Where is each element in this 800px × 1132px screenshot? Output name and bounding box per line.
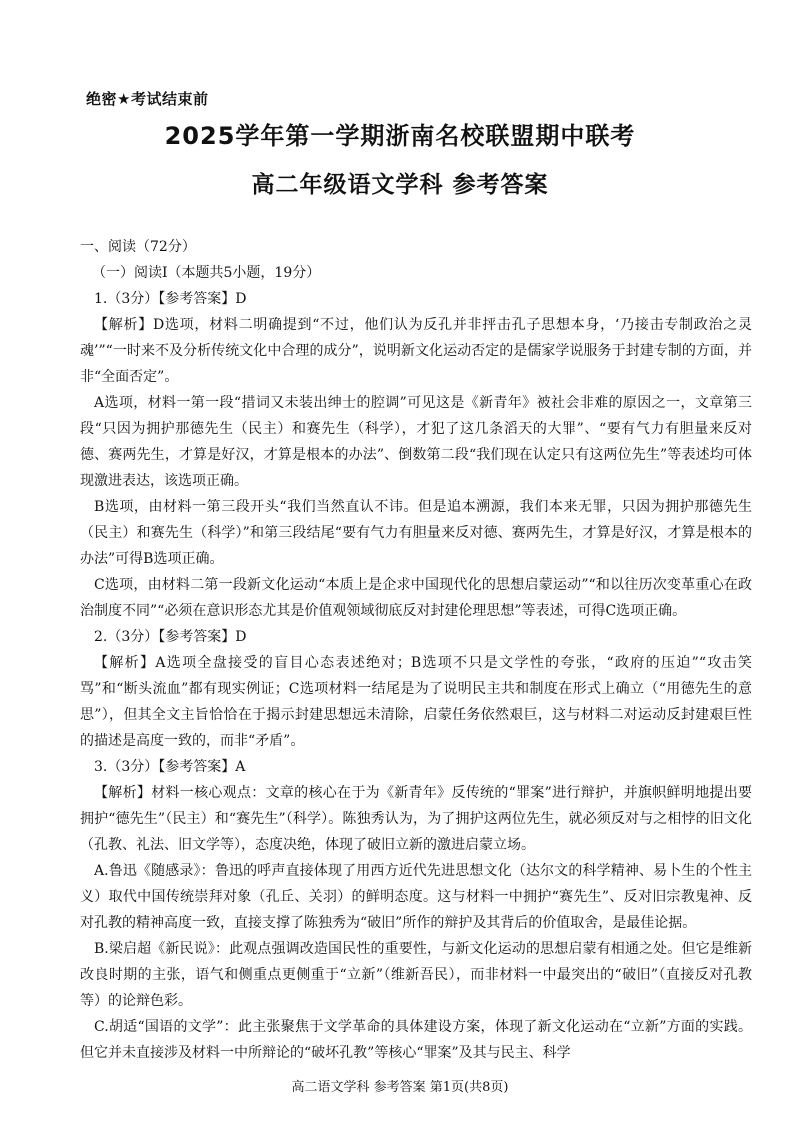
confidential-label: 绝密★考试结束前 [86, 90, 209, 108]
question-answer-3: 3.（3分）【参考答案】A [94, 759, 246, 775]
analysis-paragraph: B选项，由材料一第三段开头“我们当然直认不讳。但是追本溯源，我们本来无罪，只因为拥护那德先生（民主）和赛先生（科学）”和第三段结尾“要有气力有胆量来反对德、赛两先生，才算是好汉，才算是根本的办法”可得B选项正确。 [80, 499, 752, 567]
analysis-paragraph: C选项，由材料二第一段新文化运动“本质上是企求中国现代化的思想启蒙运动”“和以往历次变革重心在政治制度不同”“必须在意识形态尤其是价值观领域彻底反对封建伦理思想”等表述，可得C选项正确。 [80, 577, 752, 619]
analysis-paragraph: B.梁启超《新民说》：此观点强调改造国民性的重要性，与新文化运动的思想启蒙有相通之处。但它是维新改良时期的主张，语气和侧重点更侧重于“立新”（维新吾民），而非材料一中最突出的“破旧”（直接反对孔教等）的论辩色彩。 [80, 941, 752, 1009]
question-answer-1: 1.（3分）【参考答案】D [94, 291, 247, 307]
analysis-paragraph: A.鲁迅《随感录》：鲁迅的呼声直接体现了用西方近代先进思想文化（达尔文的科学精神、易卜生的个性主义）取代中国传统崇拜对象（孔丘、关羽）的鲜明态度。这与材料一中拥护“赛先生”、反对旧宗教鬼神、反对孔教的精神高度一致，直接支撑了陈独秀为“破旧”所作的辩护及其背后的价值取舍，是最佳论据。 [80, 863, 752, 931]
subsection-heading: （一）阅读Ⅰ（本题共5小题，19分） [92, 265, 321, 281]
analysis-paragraph: A选项，材料一第一段“措词又未装出绅士的腔调”可见这是《新青年》被社会非难的原因之一，文章第三段“只因为拥护那德先生（民主）和赛先生（科学），才犯了这几条滔天的大罪”、“要有气力有胆量来反对德、赛两先生，才算是好汉，才算是根本的办法”、倒数第二段“我们现在认定只有这两位先生”等表述均可体现激进表达，该选项正确。 [80, 395, 752, 489]
analysis-paragraph: 【解析】A选项全盘接受的盲目心态表述绝对；B选项不只是文学性的夸张，“政府的压迫”“攻击笑骂”和“断头流血”都有现实例证；C选项材料一结尾是为了说明民主共和制度在形式上确立（“用德先生的意思”），但其全文主旨恰恰在于揭示封建思想远未清除，启蒙任务依然艰巨，这与材料二对运动反封建艰巨性的描述是高度一致的，而非“矛盾”。 [80, 655, 752, 749]
analysis-paragraph: C.胡适“国语的文学”：此主张聚焦于文学革命的具体建设方案，体现了新文化运动在“立新”方面的实践。但它并未直接涉及材料一中所辩论的“破坏孔教”等核心“罪案”及其与民主、科学 [80, 1019, 752, 1061]
analysis-paragraph: 【解析】D选项，材料二明确提到“不过，他们认为反孔并非抨击孔子思想本身，‘乃接击专制政治之灵魂’”“一时来不及分析传统文化中合理的成分”，说明新文化运动否定的是儒家学说服务于封建专制的方面，并非“全面否定”。 [80, 317, 752, 385]
page-footer: 高二语文学科 参考答案 第1页(共8页) [291, 1080, 509, 1095]
document-subtitle: 高二年级语文学科 参考答案 [251, 172, 549, 198]
exam-title: 2025学年第一学期浙南名校联盟期中联考 [164, 122, 636, 150]
question-answer-2: 2.（3分）【参考答案】D [94, 629, 247, 645]
section-heading: 一、阅读（72分） [80, 239, 196, 255]
answer-body [80, 234, 752, 1066]
analysis-paragraph: 【解析】材料一核心观点：文章的核心在于为《新青年》反传统的“罪案”进行辩护，并旗帜鲜明地提出要拥护“德先生”（民主）和“赛先生”（科学）。陈独秀认为，为了拥护这两位先生，就必须反对与之相悖的旧文化（孔教、礼法、旧文学等），态度决绝，体现了破旧立新的激进启蒙立场。 [80, 785, 752, 853]
